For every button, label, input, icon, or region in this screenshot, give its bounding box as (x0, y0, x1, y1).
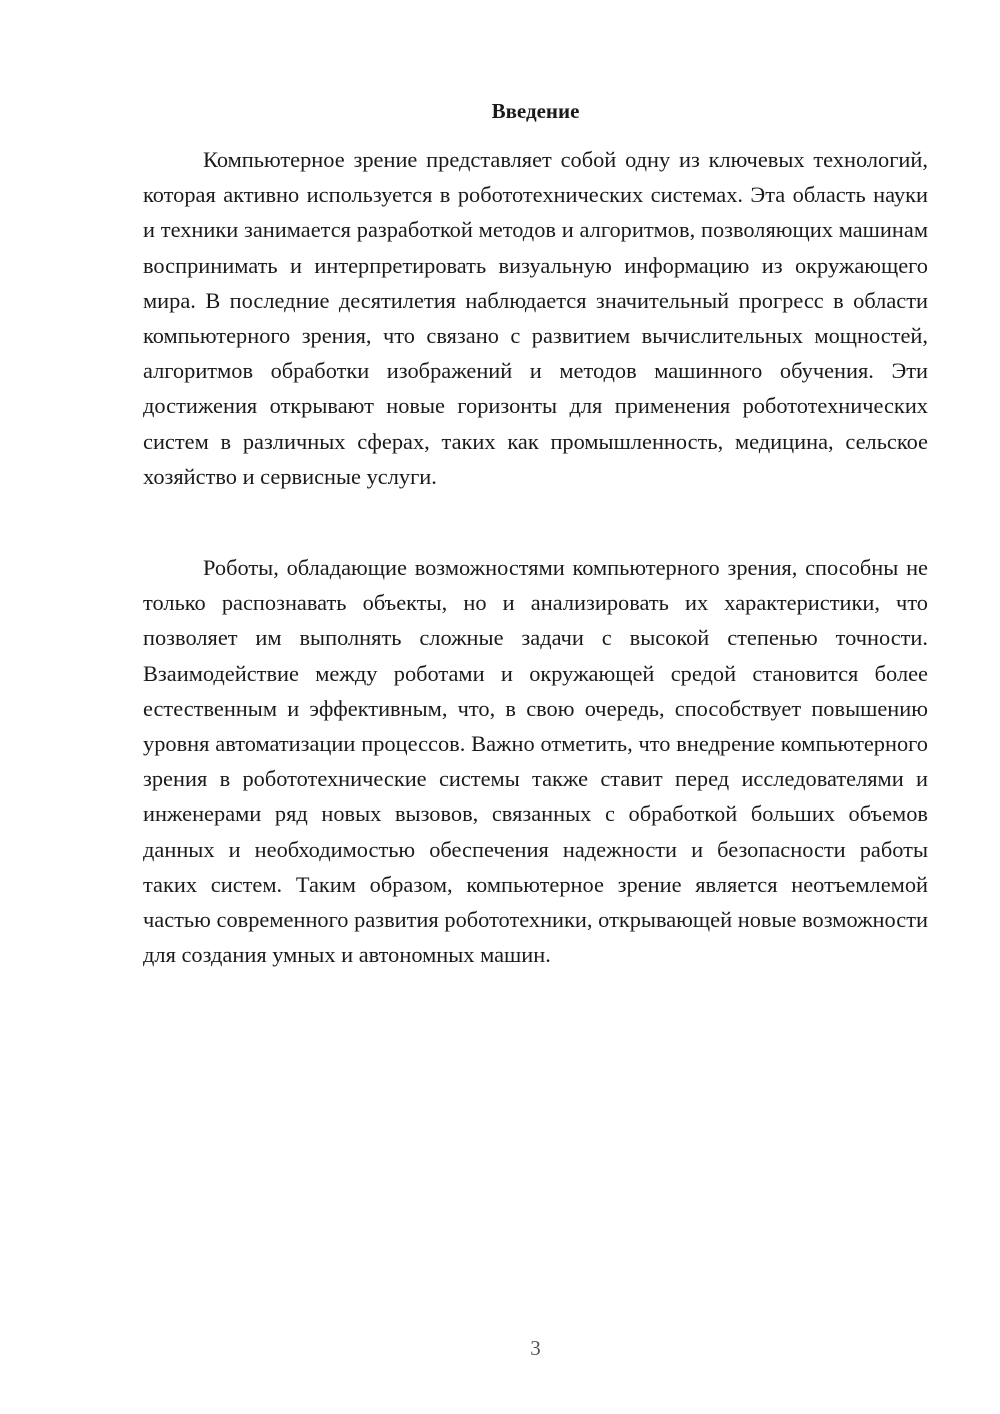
section-heading: Введение (491, 99, 580, 123)
page-number: 3 (530, 1336, 541, 1360)
paragraph-2: Роботы, обладающие возможностями компьютерного зрения, способны не только распознавать объекты, но и анализировать их характеристики, что позволяет им выполнять сложные задачи с высокой степенью точности. Взаимодействие между роботами и окружающей средой становится более естественным и эффективным, что, в свою очередь, способствует повышению уровня автоматизации процессов. Важно отметить, что внедрение компьютерного зрения в робототехнические системы также ставит перед исследователями и инженерами ряд новых вызовов, связанных с обработкой больших объемов данных и необходимостью обеспечения надежности и безопасности работы таких систем. Таким образом, компьютерное зрение является неотъемлемой частью современного развития робототехники, открывающей новые возможности для создания умных и автономных машин. (143, 555, 928, 968)
paragraph-1: Компьютерное зрение представляет собой одну из ключевых технологий, которая активно используется в робототехнических системах. Эта область науки и техники занимается разработкой методов и алгоритмов, позволяющих машинам воспринимать и интерпретировать визуальную информацию из окружающего мира. В последние десятилетия наблюдается значительный прогресс в области компьютерного зрения, что связано с развитием вычислительных мощностей, алгоритмов обработки изображений и методов машинного обучения. Эти достижения открывают новые горизонты для применения робототехнических систем в различных сферах, таких как промышленность, медицина, сельское хозяйство и сервисные услуги. (143, 147, 928, 489)
